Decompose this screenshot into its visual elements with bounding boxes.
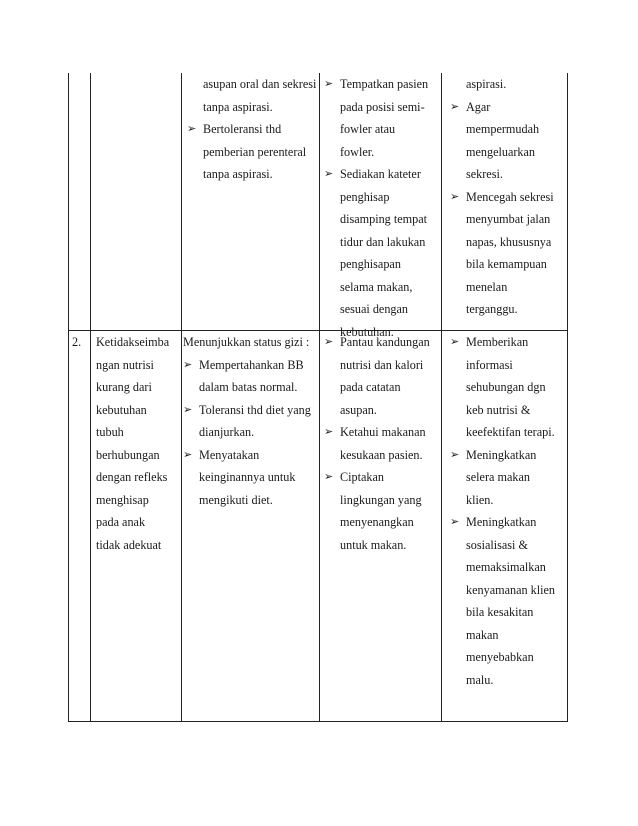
bullet-item [450,96,566,186]
text-line: fowler atau [340,122,396,136]
text-line: tidak adekuat [96,537,162,552]
text-line: dengan refleks [96,470,168,484]
text-line: malu. [466,672,494,687]
text-line: kurang dari [96,380,152,394]
text-line: kesukaan pasien. [340,447,423,462]
text-line: mengeluarkan [466,144,536,159]
column-divider [441,73,442,722]
text-line: Pantau kandungan [340,335,430,349]
row1-outcome-cell [187,73,319,186]
bullet-item [324,73,440,163]
text-line: menyebabkan [466,650,534,664]
text-line: Toleransi thd diet yang [199,402,311,417]
text-line: Meningkatkan [466,515,537,529]
text-line: Sediakan kateter [340,167,421,181]
text-line: tubuh [96,425,124,439]
row2-diagnosis-cell [96,331,182,556]
arrow-bullet-icon: ➢ [324,425,334,438]
text-line: dalam batas normal. [199,380,298,394]
arrow-bullet-icon: ➢ [324,167,334,180]
text-line: Ciptakan [340,470,385,484]
arrow-bullet-icon: ➢ [450,447,460,461]
table-border-right [567,73,568,722]
text-line: mengikuti diet. [199,492,273,507]
arrow-bullet-icon: ➢ [183,402,193,416]
text-line: asupan oral dan sekresi [203,77,317,91]
text-line: kebutuhan. [340,324,394,339]
text-line: aspirasi. [466,77,507,91]
text-line: Memberikan [466,335,529,349]
arrow-bullet-icon: ➢ [183,357,193,371]
text-line: dianjurkan. [199,425,255,439]
bullet-item [450,444,566,512]
text-line: lingkungan yang [340,492,422,507]
arrow-bullet-icon: ➢ [324,470,334,483]
bullet-item [450,511,566,691]
text-line: tanpa aspirasi. [203,99,273,114]
text-line: Tempatkan pasien [340,77,429,91]
row2-outcome-cell [183,331,319,511]
text-line: Bertoleransi thd [203,122,282,136]
text-line: Mencegah sekresi [466,189,554,204]
bullet-item [450,186,566,321]
text-line: menghisap [96,492,149,507]
text-line: sesuai dengan [340,302,409,316]
text-line: penghisap [340,189,390,204]
text-line: selama makan, [340,279,413,294]
text-line: Ketahui makanan [340,425,426,439]
text-line: bila kesakitan [466,605,534,619]
text-line: untuk makan. [340,537,407,552]
arrow-bullet-icon: ➢ [450,335,460,348]
row-number: 2. [72,335,82,349]
text-line: sehubungan dgn [466,380,546,394]
text-line: terganggu. [466,302,518,316]
text-line: sosialisasi & [466,537,528,552]
text-line: kenyamanan klien [466,582,556,597]
text-line: klien. [466,492,494,507]
bullet-item [324,163,440,343]
bullet-item [183,399,319,444]
text-line: menelan [466,279,508,294]
text-line: tanpa aspirasi. [203,167,273,181]
text-line: menyumbat jalan [466,212,551,226]
text-line: berhubungan [96,447,160,462]
bullet-item [183,444,319,512]
text-line: keinginannya untuk [199,470,296,484]
text-line: pemberian perenteral [203,144,307,159]
text-line: selera makan [466,470,530,484]
text-line: makan [466,627,499,642]
text-line: tidur dan lakukan [340,234,426,249]
arrow-bullet-icon: ➢ [183,447,193,461]
text-line: keefektifan terapi. [466,425,555,439]
text-line: Menyatakan [199,447,260,462]
text-line: nutrisi dan kalori [340,357,424,372]
arrow-bullet-icon: ➢ [324,77,334,90]
column-divider [90,73,91,722]
bullet-item [324,466,440,556]
text-line: kebutuhan [96,402,147,417]
text-line: informasi [466,357,513,372]
arrow-bullet-icon: ➢ [450,189,460,203]
row2-intervention-cell [324,331,440,556]
arrow-bullet-icon: ➢ [324,335,334,348]
column-divider [319,73,320,722]
text-line: ngan nutrisi [96,357,154,372]
bullet-item [324,331,440,421]
text-line: penghisapan [340,257,401,271]
text-line: napas, khususnya [466,234,552,249]
bullet-item [450,331,566,444]
table-border-bottom [68,721,568,722]
text-line: asupan. [340,402,377,417]
row2-rationale-cell [450,331,566,691]
table-border-left [68,73,69,722]
bullet-item [450,73,566,96]
text-line: pada catatan [340,380,401,394]
text-line: Agar [466,99,491,114]
text-line: disamping tempat [340,212,427,226]
row1-rationale-cell [450,73,566,321]
arrow-bullet-icon: ➢ [187,122,197,135]
text-line: menyenangkan [340,515,414,529]
text-line: bila kemampuan [466,257,547,271]
bullet-item [187,73,319,118]
text-line: mempermudah [466,122,540,136]
bullet-item [187,118,319,186]
text-line: Mempertahankan BB [199,357,304,372]
arrow-bullet-icon: ➢ [450,99,460,113]
row1-intervention-cell [324,73,440,343]
text-line: memaksimalkan [466,560,546,574]
text-line: pada posisi semi- [340,99,425,114]
text-line: fowler. [340,144,375,159]
text-line: keb nutrisi & [466,402,531,417]
bullet-item [183,354,319,399]
bullet-item [324,421,440,466]
text-line: Ketidakseimba [96,335,170,349]
text-line: sekresi. [466,167,503,181]
care-plan-table [68,73,568,722]
outcome-heading: Menunjukkan status gizi : [183,335,310,349]
arrow-bullet-icon: ➢ [450,515,460,528]
text-line: pada anak [96,515,146,529]
text-line: Meningkatkan [466,447,537,462]
